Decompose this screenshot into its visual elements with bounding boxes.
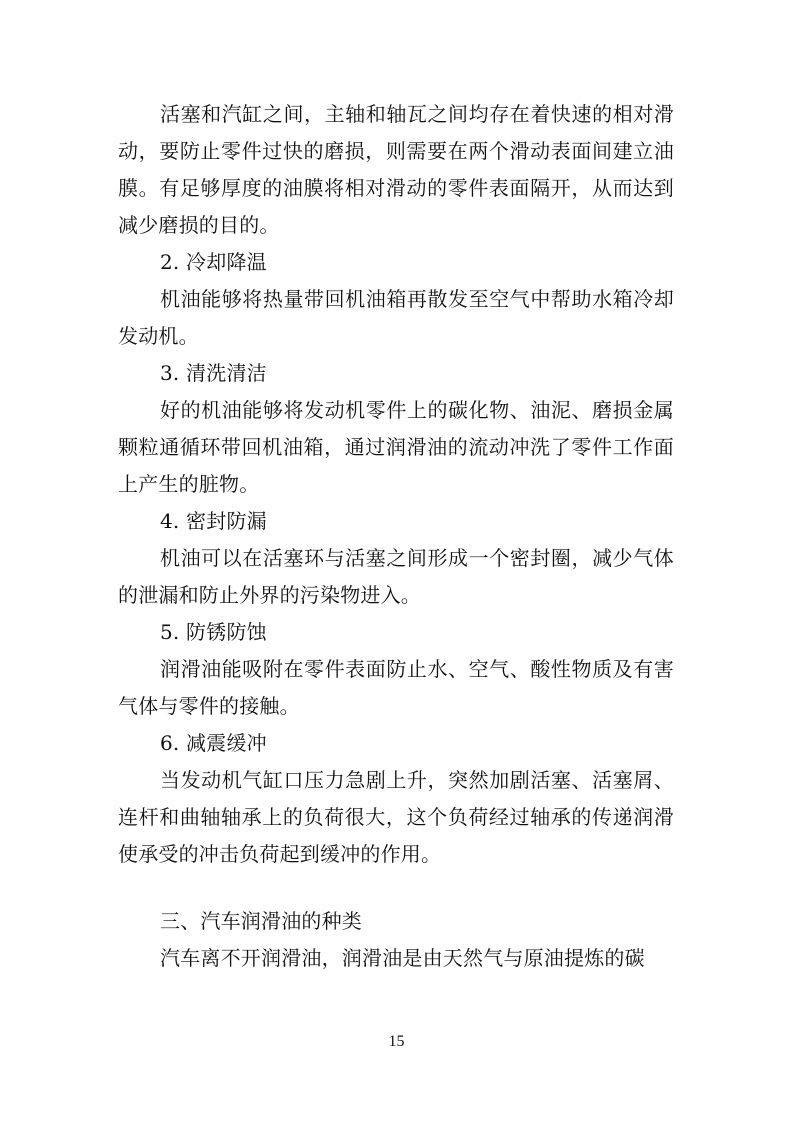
paragraph-cleaning: 好的机油能够将发动机零件上的碳化物、油泥、磨损金属颗粒通循环带回机油箱，通过润滑油的流动冲洗了零件工作面上产生的脏物。 [118,398,674,496]
paragraph-lubrication-film: 活塞和汽缸之间，主轴和轴瓦之间均存在着快速的相对滑动，要防止零件过快的磨损，则需要在两个滑动表面间建立油膜。有足够厚度的油膜将相对滑动的零件表面隔开，从而达到减少磨损的目的。 [118,102,674,237]
paragraph-rust-prevention: 润滑油能吸附在零件表面防止水、空气、酸性物质及有害气体与零件的接触。 [118,657,674,718]
heading-shock-absorption: 6. 减震缓冲 [160,731,267,755]
heading-cooling: 2. 冷却降温 [160,250,267,274]
heading-rust-prevention: 5. 防锈防蚀 [160,620,267,644]
section-heading-oil-types: 三、汽车润滑油的种类 [160,909,362,933]
paragraph-oil-types: 汽车离不开润滑油，润滑油是由天然气与原油提炼的碳 [160,946,645,970]
heading-sealing: 4. 密封防漏 [160,509,267,533]
page-number: 15 [388,1033,405,1050]
heading-cleaning: 3. 清洗清洁 [160,361,267,385]
paragraph-sealing: 机油可以在活塞环与活塞之间形成一个密封圈，减少气体的泄漏和防止外界的污染物进入。 [118,546,674,607]
paragraph-cooling: 机油能够将热量带回机油箱再散发至空气中帮助水箱冷却发动机。 [118,287,674,348]
paragraph-shock-absorption: 当发动机气缸口压力急剧上升，突然加剧活塞、活塞屑、连杆和曲轴轴承上的负荷很大，这个负荷经过轴承的传递润滑使承受的冲击负荷起到缓冲的作用。 [118,768,674,866]
page-content [118,96,674,977]
